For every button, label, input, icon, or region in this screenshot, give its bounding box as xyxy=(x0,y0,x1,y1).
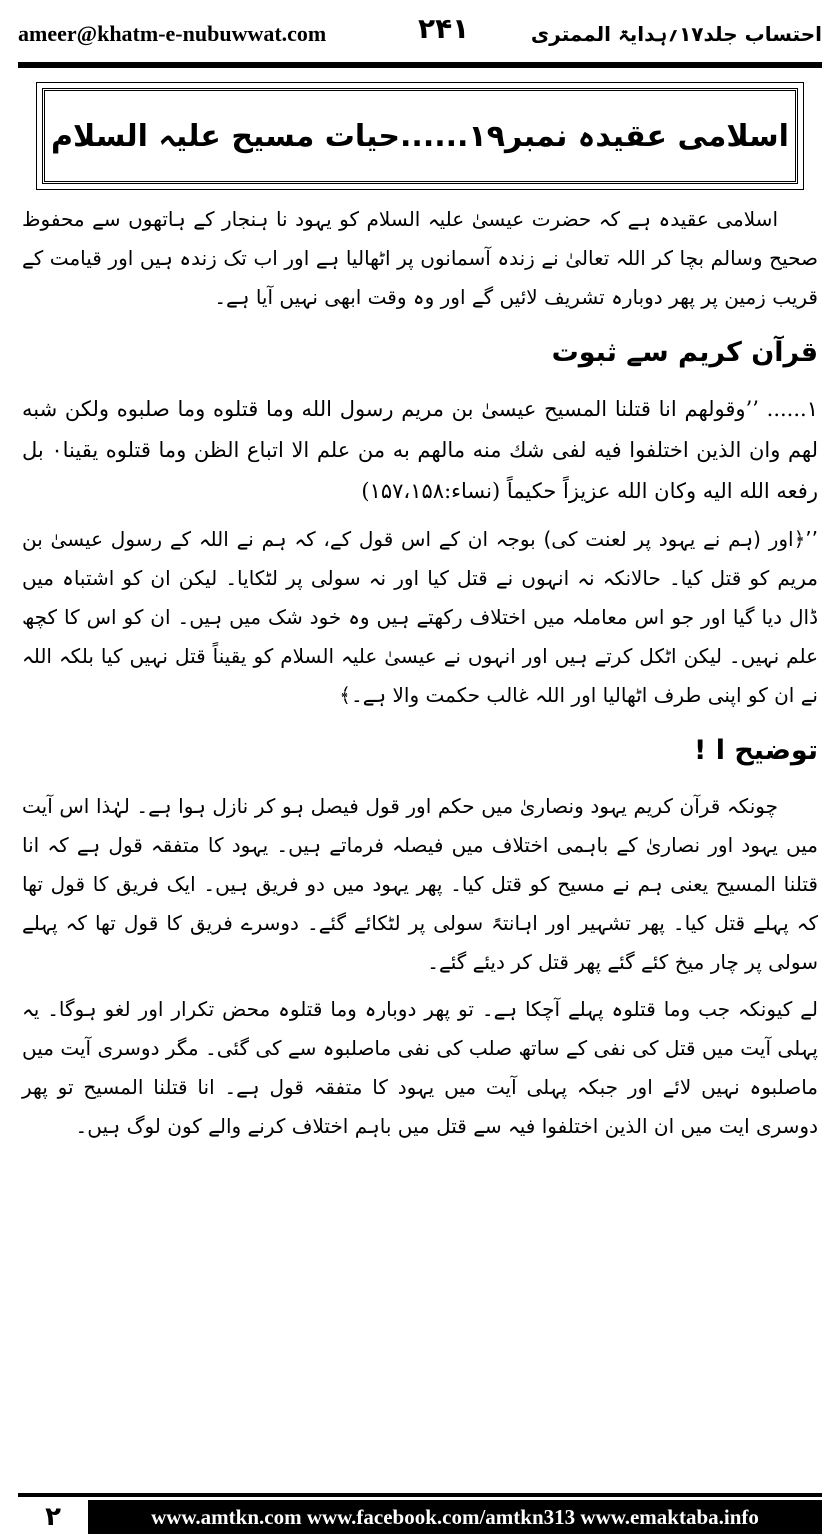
header-book-title: احتساب جلد۱۷؍ہدایۃ الممتری xyxy=(530,22,822,46)
explanation-paragraph: چونکہ قرآن کریم یہود ونصاریٰ میں حکم اور قول فیصل ہو کر نازل ہوا ہے۔ لہٰذا اس آیت میں یہود اور نصاریٰ کے باہمی اختلاف میں فیصلہ فرماتے ہیں۔ یہود کا متفقہ قول ہے کہ انا قتلنا المسیح یعنی ہم نے مسیح کو قتل کیا۔ پھر یہود میں دو فریق ہیں۔ ایک فریق کا قول تھا کہ پہلے قتل کیا۔ پھر تشہیر اور اہانتہً سولی پر لٹکائے گئے۔ دوسرے فریق کا قول تھا کہ پہلے سولی پر چار میخ کئے گئے پھر قتل کر دیئے گئے۔ xyxy=(22,794,818,974)
chapter-title: اسلامی عقیدہ نمبر۱۹......حیات مسیح علیہ السلام xyxy=(51,118,789,154)
intro-paragraph: اسلامی عقیدہ ہے کہ حضرت عیسیٰ علیہ السلام کو یہود نا ہنجار کے ہاتھوں سے محفوظ صحیح وسالم بچا کر اللہ تعالیٰ نے زندہ آسمانوں پر اٹھالیا ہے اور اب تک زندہ ہیں اور قیامت کے قریب زمین پر پھر دوبارہ تشریف لائیں گے اور وہ وقت ابھی نہیں آیا ہے۔ xyxy=(22,207,818,309)
verse-arabic-text: وقولهم انا قتلنا المسيح عيسىٰ بن مريم رسول الله وما قتلوه وما صلبوه ولكن شبه لهم وان الذين اختلفوا فيه لفى شك منه مالهم به من علم الا اتباع الظن وما قتلوه يقينا۰ بل رفعه الله اليه وكان الله عزيزاً حكيماً (نساء:۱۵۷،۱۵۸) xyxy=(22,397,818,503)
footnote-paragraph: لے کیونکہ جب وما قتلوہ پہلے آچکا ہے۔ تو پھر دوبارہ وما قتلوہ محض تکرار اور لغو ہوگا۔ یہ پہلی آیت میں قتل کی نفی کے ساتھ صلب کی نفی ماصلبوہ سے کی گئی۔ مگر دوسری آیت میں ماصلبوہ نہیں لائے اور جبکہ پہلی آیت میں یہود کا متفقہ قول ہے۔ انا قتلنا المسیح تو پھر دوسری ایت میں ان الذین اختلفوا فیہ سے قتل میں باہم اختلاف کرنے والے کون لوگ ہیں۔ xyxy=(22,997,818,1138)
header-rule xyxy=(18,62,822,68)
section-heading-quran: قرآن کریم سے ثبوت xyxy=(551,337,818,368)
footer-rule xyxy=(18,1493,822,1497)
chapter-title-box xyxy=(42,88,798,184)
footer-urls: www.amtkn.com www.facebook.com/amtkn313 www.emaktaba.info xyxy=(151,1504,759,1529)
header-page-number: ۲۴۱ xyxy=(418,12,470,45)
footer-page-label: ۲ xyxy=(18,1500,88,1534)
header-email: ameer@khatm-e-nubuwwat.com xyxy=(18,21,327,46)
verse-prefix: ۱...... ’’ xyxy=(745,397,818,421)
verse-translation: ’’﴿اور (ہم نے یہود پر لعنت کی) بوجہ ان کے اس قول کے، کہ ہم نے اللہ کے رسول عیسیٰ بن مریم کو قتل کیا۔ حالانکہ نہ انہوں نے قتل کیا اور نہ سولی پر لٹکایا۔ لیکن ان کو اشتباہ میں ڈال دیا گیا اور جو اس معاملہ میں اختلاف رکھتے ہیں وہ خود شک میں ہیں۔ ان کو اس کا کچھ علم نہیں۔ لیکن اٹکل کرتے ہیں اور انہوں نے عیسیٰ علیہ السلام کو یقیناً قتل نہیں کیا بلکہ اللہ نے ان کو اپنی طرف اٹھالیا اور اللہ غالب حکمت والا ہے۔﴾ xyxy=(22,527,818,707)
page-header xyxy=(18,8,822,60)
verse-arabic xyxy=(22,389,818,512)
page-footer xyxy=(18,1500,822,1534)
page-body xyxy=(22,200,818,1154)
section-heading-explanation: توضیح ا ! xyxy=(693,735,818,766)
